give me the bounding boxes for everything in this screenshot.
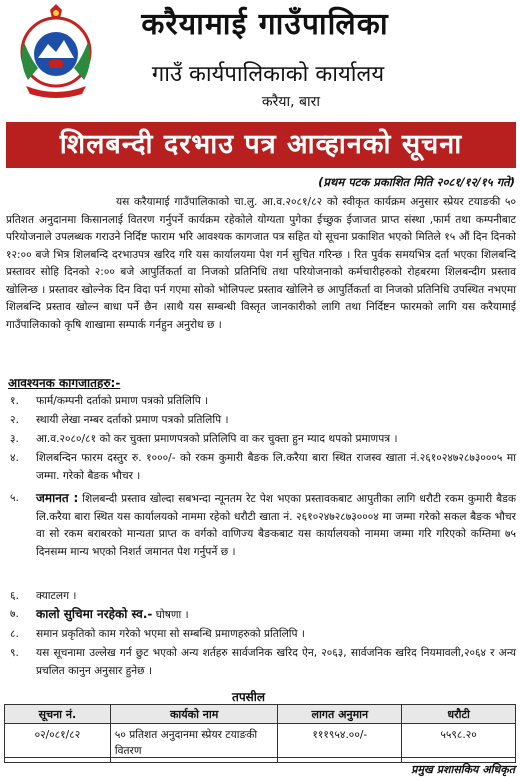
notice-title-banner: शिलबन्दी दरभाउ पत्र आव्हानको सूचना bbox=[6, 122, 516, 168]
column-header-cost-estimate: लागत अनुमान bbox=[278, 705, 402, 724]
cell-work-name: ५० प्रतिशत अनुदानमा स्प्रेयर टयाङकी वितरण bbox=[110, 724, 278, 763]
details-heading: तपसील bbox=[232, 690, 266, 704]
column-header-notice-no: सूचना नं. bbox=[5, 705, 111, 724]
requirement-number: ७. bbox=[10, 608, 19, 620]
requirement-text bbox=[36, 490, 516, 561]
tender-details-table bbox=[4, 704, 516, 763]
requirement-text: स्थायी लेखा नम्बर दर्ताको प्रमाण पत्रको प्रतिलिपि । bbox=[36, 414, 229, 426]
guarantee-label: जमानत : bbox=[36, 491, 79, 505]
nepal-government-emblem-icon bbox=[8, 2, 104, 102]
blacklist-text: घोषणा । bbox=[155, 609, 189, 621]
requirement-text bbox=[36, 606, 516, 625]
requirements-heading: आवश्यनक कागजातहरु:- bbox=[8, 376, 121, 390]
requirement-number: ४. bbox=[10, 452, 19, 464]
cell-cost-estimate: १११९५४.००/- bbox=[278, 724, 402, 763]
requirement-text: क्याटलग । bbox=[36, 590, 77, 602]
requirement-text: फार्म/कम्पनी दर्ताको प्रमाण पत्रको प्रतिलिपि । bbox=[36, 395, 209, 407]
column-header-work-name: कार्यको नाम bbox=[110, 705, 278, 724]
blacklist-label: कालो सुचिमा नरहेको स्व.- bbox=[36, 607, 153, 621]
guarantee-text: शिलबन्दी प्रस्ताव खोल्दा सबभन्दा न्यूनतम रेट पेश भएका प्रस्तावकबाट आपुतीका लागि धरौटी रकम कुमारी बैडक लि.करैया बारा स्थित यस कार्यालयको नाममा रहेको धरौटी खाता नं. २६१०२४७२८७३०००४ मा जम्मा गरेको सकल बैङक भौचर वा सो रकम बराबरको मान्यता प्राप्त क वर्गको वाणिज्य बैङकबाट यस कार्यालयको नाममा जम्मा गरि गरिएको कम्तिमा ७५ दिनसम्म मान्य भएको निशर्त जमानत पेश गर्नुपर्ने छ । bbox=[36, 493, 516, 558]
office-location: करैया, बारा bbox=[261, 94, 320, 110]
cell-deposit: ५५९८.२० bbox=[402, 724, 516, 763]
document-header bbox=[0, 0, 520, 118]
requirement-text: समान प्रकृतिको काम गरेको भएमा सो सम्बन्धि प्रमाणहरुको प्रतिलिपि । bbox=[36, 628, 305, 640]
requirement-text: आ.व.२०८०/८१ को कर चुक्ता प्रमाणपत्रको प्रतिलिपि वा कर चुक्ता हुन म्याद थपको प्रमाणपत्र । bbox=[36, 433, 398, 445]
cell-notice-no: ०२/०८१/८२ bbox=[5, 724, 111, 763]
requirement-number: ८. bbox=[10, 628, 19, 640]
municipality-name: करैयामाई गाउँपालिका bbox=[141, 7, 389, 42]
requirement-number: २. bbox=[10, 414, 19, 426]
office-name: गाउँ कार्यपालिकाको कार्यालय bbox=[151, 62, 385, 87]
signature: प्रमुख प्रशासकिय अधिकृत bbox=[411, 763, 515, 776]
requirement-number: १. bbox=[10, 395, 19, 407]
requirement-text: यस सूचनामा उल्लेख गर्न छुट भएको अन्य शर्तहरु सार्वजनिक खरिद ऐन, २०६३, सार्वजनिक खरिद नियमावली,२०६४ र अन्य प्रचलित कानुन अनुसार हुनेछ । bbox=[36, 647, 516, 677]
column-header-deposit: धरौटी bbox=[402, 705, 516, 724]
requirement-number: ३. bbox=[10, 433, 19, 445]
requirement-number: ५. bbox=[10, 492, 19, 504]
signature-divider bbox=[4, 757, 516, 758]
notice-paragraph: यस करैयामाई गाउँपालिकाको चा.लु. आ.व.२०८१/८२ को स्वीकृत कार्यक्रम अनुसार स्प्रेयर टयाङकी ५० प्रतिशत अनुदानमा किसानलाई वितरण गर्नुपर्ने कार्यक्रम रहेकोले योग्यता पुगेका ईच्छुक ईजाजत प्राप्त संस्था ,फार्म तथा कम्पनीबाट परियोजनाले उपलब्धक गराउने निर्दिष्ट फाराम भरि आवश्यक कागजात पत्र सहित यो सूचना प्रकाशित भएको मितिले १५ औं दिन दिनको १२:०० बजे भित्र शिलबन्दि दरभाउपत्र खरिद गरि यस कार्यालयमा पेश गर्न सुचित गरिन्छ । रित पुर्वक समयभित्र दर्ता भएका शिलबन्दि प्रस्तावर सोहि दिनको २:०० बजे आपुर्तिकर्ता वा निजको प्रतिनिधि तथा परियोजनाको कर्मचारीहरुको रोहबरमा शिलबन्दीग प्रस्ताव खोलिन्छ । प्रस्तावर खोल्नेक दिन विदा पर्न गएमा सोको भोलिपल्ट प्रस्ताव खोलिने छ आपुर्तिकर्ता वा निजको प्रतिनिधि उपस्थित नभएमा शिलबन्दि प्रस्ताव खोल्न बाधा पर्ने छैन ।साथै यस सम्बन्धी विस्तृत जानकारीको लागि तथा निर्दिष्टन फारमको लागि यस करैयामाई गाउँपालिकाको कृषि शाखामा सम्पार्क गर्नहुन अनुरोध छ । bbox=[6, 196, 516, 331]
requirement-number: ६. bbox=[10, 590, 19, 602]
publication-date: (प्रथम पटक प्रकाशित मिति २०८१/१२/१५ गते) bbox=[318, 175, 515, 189]
requirement-text: शिलबन्दिन फारम दस्तुर रु. १०००/- को रकम कुमारी बैङक लि.करैया बारा स्थित राजस्व खाता नं.२६१०२४७२८७३०००५ मा जम्मा. गरेको बैङक भौचर । bbox=[36, 452, 516, 482]
requirement-number: ९. bbox=[10, 647, 19, 659]
